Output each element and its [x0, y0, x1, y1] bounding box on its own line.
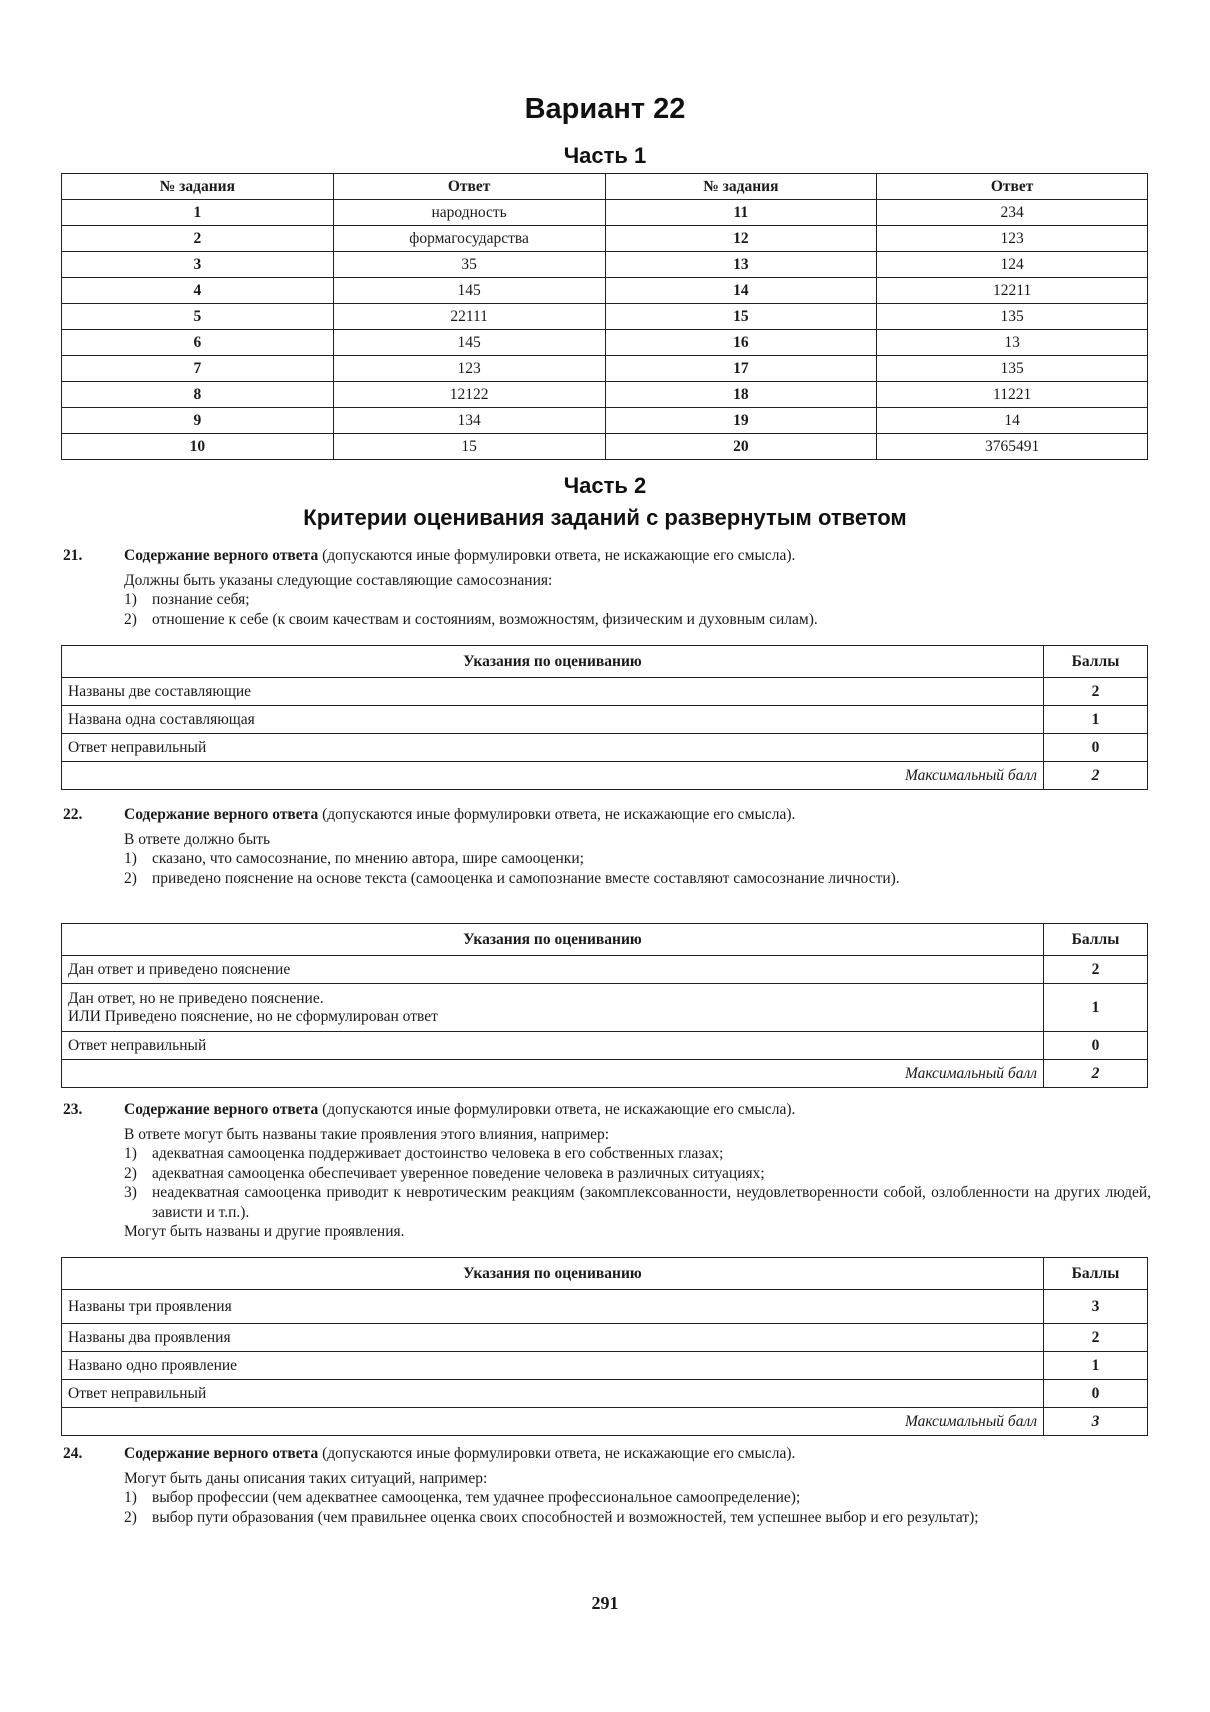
task-23	[61, 1100, 1151, 1242]
content-note: (допускаются иные формулировки ответа, не искажающие его смысла).	[318, 806, 796, 823]
table-row	[62, 1380, 1148, 1408]
task-24	[61, 1444, 1151, 1527]
table-row	[62, 734, 1148, 762]
answer-cell: 35	[333, 252, 605, 278]
task-number: 18	[605, 382, 877, 408]
item-text: неадекватная самооценка приводит к невротическим реакциям (закомплексованности, неудовлетворенности собой, озлобленности на других людей, зависти и т.п.).	[152, 1184, 1151, 1221]
item-text: сказано, что самосознание, по мнению автора, шире самооценки;	[152, 850, 584, 867]
table-row	[62, 1032, 1148, 1060]
list-item	[124, 590, 1151, 610]
criterion-line: ИЛИ Приведено пояснение, но не сформулирован ответ	[68, 1007, 438, 1025]
table-row	[62, 1352, 1148, 1380]
task-number: 19	[605, 408, 877, 434]
table-row	[62, 226, 1148, 252]
answer-cell: 14	[877, 408, 1148, 434]
task-number: 15	[605, 304, 877, 330]
task-number: 6	[62, 330, 334, 356]
points: 1	[1044, 1352, 1148, 1380]
points: 2	[1044, 956, 1148, 984]
points: 3	[1044, 1290, 1148, 1324]
item-text: приведено пояснение на основе текста (самооценка и самопознание вместе составляют самосознание личности).	[152, 869, 900, 887]
task-intro: Могут быть даны описания таких ситуаций, например:	[124, 1469, 488, 1487]
points: 1	[1044, 984, 1148, 1032]
task-number: 7	[62, 356, 334, 382]
task-number: 20	[605, 434, 877, 460]
criterion	[62, 984, 1044, 1032]
max-label: Максимальный балл	[62, 762, 1044, 790]
answers-table	[61, 173, 1148, 460]
item-text: познание себя;	[152, 591, 250, 608]
task-21	[61, 546, 1151, 629]
task-number: 10	[62, 434, 334, 460]
max-label: Максимальный балл	[62, 1060, 1044, 1088]
criterion: Названы два проявления	[62, 1324, 1044, 1352]
task-number: 12	[605, 226, 877, 252]
item-text: выбор пути образования (чем правильнее оценка своих способностей и возможностей, тем успешнее выбор и его результат);	[152, 1508, 979, 1526]
content-note: (допускаются иные формулировки ответа, не искажающие его смысла).	[318, 547, 796, 564]
answer-cell: 135	[877, 356, 1148, 382]
task-number: 9	[62, 408, 334, 434]
criterion: Названа одна составляющая	[62, 706, 1044, 734]
item-number: 1)	[124, 591, 137, 608]
list-item	[124, 1508, 1151, 1528]
max-label: Максимальный балл	[62, 1408, 1044, 1436]
table-row	[62, 200, 1148, 226]
task-number: 16	[605, 330, 877, 356]
variant-title: Вариант 22	[524, 93, 686, 125]
table-row	[62, 1290, 1148, 1324]
list-item	[124, 1183, 1151, 1222]
col-header-answer: Ответ	[877, 174, 1148, 200]
table-row	[62, 356, 1148, 382]
item-number: 2)	[124, 1508, 137, 1526]
max-score-row	[62, 762, 1148, 790]
col-header-answer: Ответ	[333, 174, 605, 200]
item-number: 2)	[124, 1164, 137, 1182]
answer-cell: народность	[333, 200, 605, 226]
criterion: Названы три проявления	[62, 1290, 1044, 1324]
answer-cell: 15	[333, 434, 605, 460]
item-text: отношение к себе (к своим качествам и состояниям, возможностям, физическим и духовным силам).	[152, 610, 818, 628]
answer-cell: 13	[877, 330, 1148, 356]
table-row	[62, 278, 1148, 304]
task-number: 5	[62, 304, 334, 330]
content-label: Содержание верного ответа	[124, 547, 319, 564]
criteria-header: Указания по оцениванию	[62, 646, 1044, 678]
task-heading	[124, 1444, 1151, 1464]
criteria-table-23	[61, 1257, 1148, 1436]
list-item	[124, 1144, 1151, 1164]
item-number: 2)	[124, 610, 137, 628]
criterion: Названо одно проявление	[62, 1352, 1044, 1380]
points-header: Баллы	[1044, 646, 1148, 678]
item-number: 1)	[124, 1145, 137, 1162]
task-number: 13	[605, 252, 877, 278]
points-header: Баллы	[1044, 924, 1148, 956]
item-text: адекватная самооценка поддерживает достоинство человека в его собственных глазах;	[152, 1145, 724, 1162]
task-heading	[124, 546, 1151, 566]
item-number: 3)	[124, 1184, 137, 1201]
table-row	[62, 678, 1148, 706]
task-intro: В ответе должно быть	[124, 830, 271, 848]
table-row	[62, 956, 1148, 984]
task-number: 2	[62, 226, 334, 252]
max-points: 2	[1044, 762, 1148, 790]
item-number: 1)	[124, 1489, 137, 1506]
answer-cell: 145	[333, 330, 605, 356]
list-item	[124, 1488, 1151, 1508]
list-item	[124, 869, 1151, 889]
criterion: Ответ неправильный	[62, 1380, 1044, 1408]
answer-cell: 124	[877, 252, 1148, 278]
table-row	[62, 1324, 1148, 1352]
table-row	[62, 434, 1148, 460]
task-number: 17	[605, 356, 877, 382]
task-intro: В ответе могут быть названы такие проявления этого влияния, например:	[124, 1125, 610, 1143]
points: 1	[1044, 706, 1148, 734]
answer-cell: 145	[333, 278, 605, 304]
task-heading	[124, 1100, 1151, 1120]
task-number: 8	[62, 382, 334, 408]
criteria-heading: Критерии оценивания заданий с развернутым ответом	[303, 505, 907, 530]
list-item	[124, 1164, 1151, 1184]
answer-cell: 123	[877, 226, 1148, 252]
table-row	[62, 984, 1148, 1032]
col-header-task-number: № задания	[605, 174, 877, 200]
answer-cell: 134	[333, 408, 605, 434]
answer-cell: 12122	[333, 382, 605, 408]
points: 0	[1044, 1032, 1148, 1060]
task-number: 11	[605, 200, 877, 226]
task-number: 14	[605, 278, 877, 304]
table-row	[62, 706, 1148, 734]
criterion: Ответ неправильный	[62, 734, 1044, 762]
answer-cell: формагосударства	[333, 226, 605, 252]
list-item	[124, 849, 1151, 869]
task-number: 21.	[63, 547, 83, 564]
content-note: (допускаются иные формулировки ответа, не искажающие его смысла).	[318, 1101, 796, 1118]
table-row	[62, 252, 1148, 278]
task-22	[61, 805, 1151, 888]
item-text: выбор профессии (чем адекватнее самооценка, тем удачнее профессиональное самоопределение);	[152, 1489, 801, 1506]
task-number: 3	[62, 252, 334, 278]
criterion-line: Дан ответ, но не приведено пояснение.	[68, 989, 324, 1007]
points: 0	[1044, 1380, 1148, 1408]
max-points: 2	[1044, 1060, 1148, 1088]
answer-cell: 234	[877, 200, 1148, 226]
points-header: Баллы	[1044, 1258, 1148, 1290]
table-row	[62, 304, 1148, 330]
max-score-row	[62, 1060, 1148, 1088]
table-row	[62, 330, 1148, 356]
answer-cell: 22111	[333, 304, 605, 330]
criteria-table-21	[61, 645, 1148, 790]
col-header-task-number: № задания	[62, 174, 334, 200]
criteria-header: Указания по оцениванию	[62, 924, 1044, 956]
list-item	[124, 610, 1151, 630]
criterion: Названы две составляющие	[62, 678, 1044, 706]
item-number: 1)	[124, 850, 137, 867]
content-label: Содержание верного ответа	[124, 806, 319, 823]
answer-cell: 135	[877, 304, 1148, 330]
table-row	[62, 382, 1148, 408]
answer-cell: 123	[333, 356, 605, 382]
task-heading	[124, 805, 1151, 825]
answers-table-header	[62, 174, 1148, 200]
criterion: Дан ответ и приведено пояснение	[62, 956, 1044, 984]
points: 2	[1044, 678, 1148, 706]
task-number: 1	[62, 200, 334, 226]
content-label: Содержание верного ответа	[124, 1101, 319, 1118]
item-number: 2)	[124, 869, 137, 887]
criteria-table-22	[61, 923, 1148, 1088]
part2-heading: Часть 2	[563, 473, 647, 498]
task-number: 4	[62, 278, 334, 304]
points: 2	[1044, 1324, 1148, 1352]
answer-cell: 3765491	[877, 434, 1148, 460]
task-number: 23.	[63, 1101, 83, 1118]
task-number: 24.	[63, 1445, 83, 1462]
part1-heading: Часть 1	[563, 143, 647, 168]
criteria-header: Указания по оцениванию	[62, 1258, 1044, 1290]
answer-cell: 12211	[877, 278, 1148, 304]
task-number: 22.	[63, 806, 83, 823]
max-points: 3	[1044, 1408, 1148, 1436]
task-outro: Могут быть названы и другие проявления.	[124, 1223, 405, 1240]
table-row	[62, 408, 1148, 434]
points: 0	[1044, 734, 1148, 762]
criterion: Ответ неправильный	[62, 1032, 1044, 1060]
answer-cell: 11221	[877, 382, 1148, 408]
content-label: Содержание верного ответа	[124, 1445, 319, 1462]
max-score-row	[62, 1408, 1148, 1436]
item-text: адекватная самооценка обеспечивает уверенное поведение человека в различных ситуациях;	[152, 1164, 765, 1182]
content-note: (допускаются иные формулировки ответа, не искажающие его смысла).	[318, 1445, 796, 1462]
page-number: 291	[591, 1593, 619, 1613]
task-intro: Должны быть указаны следующие составляющие самосознания:	[124, 571, 553, 589]
